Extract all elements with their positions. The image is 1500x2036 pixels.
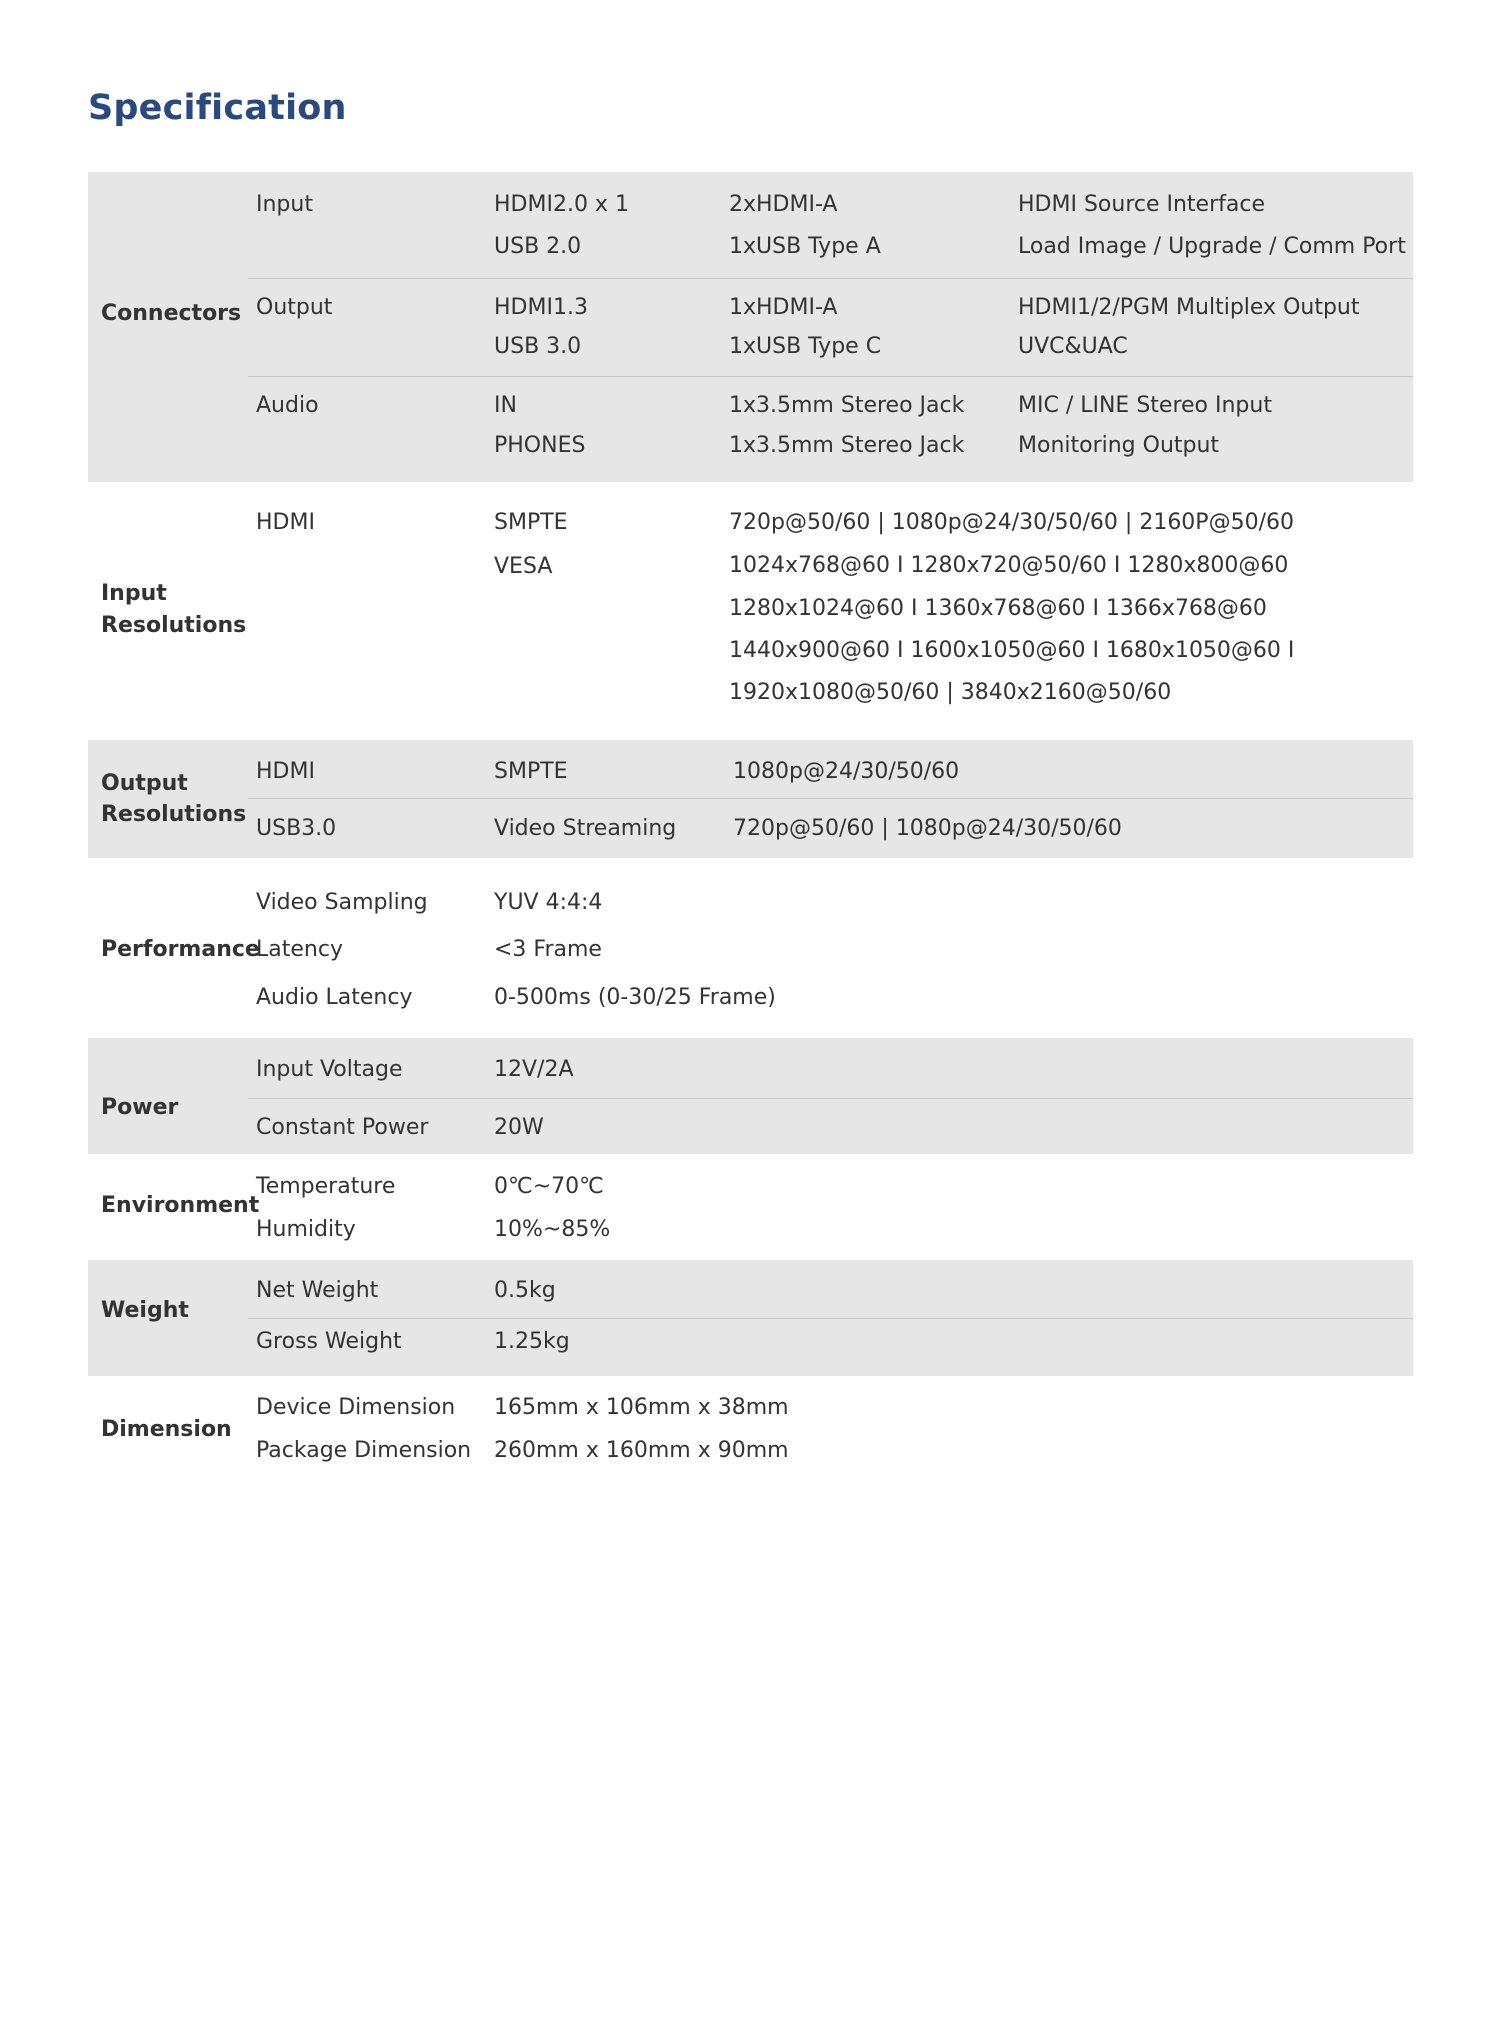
row-divider [248,798,1413,799]
dimension-value: 260mm x 160mm x 90mm [494,1438,789,1463]
connector-audio-spec-2: PHONES [494,433,586,458]
connector-input-port-1: 2xHDMI-A [729,192,838,217]
input-resolutions-label-line2: Resolutions [101,613,247,638]
power-label: Power [101,1095,179,1120]
performance-name: Audio Latency [256,985,413,1010]
input-resolutions-standard: SMPTE [494,510,568,535]
row-divider [248,1098,1413,1099]
power-value: 20W [494,1115,544,1140]
power-section [88,1038,1413,1154]
connector-input-desc-2: Load Image / Upgrade / Comm Port [1018,234,1406,259]
performance-section [88,858,1413,1038]
output-resolutions-label-line2: Resolutions [101,802,247,827]
page-title: Specification [88,88,347,128]
performance-label: Performance [101,937,260,962]
power-value: 12V/2A [494,1057,574,1082]
output-res-usb-name: USB3.0 [256,816,337,841]
input-resolution-value: 1920x1080@50/60 | 3840x2160@50/60 [729,680,1172,705]
weight-section [88,1260,1413,1376]
connector-input-spec-2: USB 2.0 [494,234,582,259]
connector-input-spec-1: HDMI2.0 x 1 [494,192,629,217]
environment-section [88,1154,1413,1260]
row-divider [248,376,1413,377]
connector-audio-port-1: 1x3.5mm Stereo Jack [729,393,965,418]
dimension-section [88,1376,1413,1486]
performance-name: Video Sampling [256,890,428,915]
input-resolution-value: 720p@50/60 | 1080p@24/30/50/60 | 2160P@50/60 [729,510,1294,535]
connector-output-port-1: 1xHDMI-A [729,295,838,320]
connector-input-desc-1: HDMI Source Interface [1018,192,1265,217]
power-name: Input Voltage [256,1057,403,1082]
output-res-hdmi-standard: SMPTE [494,759,568,784]
dimension-value: 165mm x 106mm x 38mm [494,1395,789,1420]
input-resolutions-interface: HDMI [256,510,315,535]
connectors-label: Connectors [101,301,242,326]
performance-name: Latency [256,937,343,962]
dimension-name: Device Dimension [256,1395,456,1420]
connector-output-name: Output [256,295,333,320]
weight-label: Weight [101,1298,189,1323]
performance-value: <3 Frame [494,937,602,962]
connector-output-port-2: 1xUSB Type C [729,334,882,359]
weight-name: Gross Weight [256,1329,402,1354]
connectors-section [88,172,1413,482]
connector-output-spec-2: USB 3.0 [494,334,582,359]
output-res-usb-value: 720p@50/60 | 1080p@24/30/50/60 [733,816,1122,841]
input-resolution-value: 1280x1024@60 I 1360x768@60 I 1366x768@60 [729,596,1267,621]
weight-value: 1.25kg [494,1329,570,1354]
output-res-hdmi-value: 1080p@24/30/50/60 [733,759,960,784]
performance-value: YUV 4:4:4 [494,890,603,915]
performance-value: 0-500ms (0-30/25 Frame) [494,985,776,1010]
output-resolutions-section [88,740,1413,858]
connector-output-desc-1: HDMI1/2/PGM Multiplex Output [1018,295,1360,320]
environment-label: Environment [101,1193,260,1218]
connector-output-desc-2: UVC&UAC [1018,334,1128,359]
environment-value: 10%~85% [494,1217,611,1242]
output-res-hdmi-name: HDMI [256,759,315,784]
connector-audio-name: Audio [256,393,319,418]
input-resolution-value: 1024x768@60 I 1280x720@50/60 I 1280x800@60 [729,553,1289,578]
dimension-name: Package Dimension [256,1438,472,1463]
input-resolutions-label-line1: Input [101,581,167,606]
output-res-usb-standard: Video Streaming [494,816,677,841]
connector-audio-spec-1: IN [494,393,517,418]
environment-name: Temperature [256,1174,396,1199]
weight-name: Net Weight [256,1278,379,1303]
connector-audio-desc-2: Monitoring Output [1018,433,1220,458]
row-divider [248,1318,1413,1319]
dimension-label: Dimension [101,1417,232,1442]
environment-value: 0℃~70℃ [494,1174,604,1199]
input-resolutions-standard: VESA [494,554,553,579]
input-resolution-value: 1440x900@60 I 1600x1050@60 I 1680x1050@60 I [729,638,1295,663]
connector-output-spec-1: HDMI1.3 [494,295,588,320]
connector-audio-port-2: 1x3.5mm Stereo Jack [729,433,965,458]
connector-input-port-2: 1xUSB Type A [729,234,881,259]
weight-value: 0.5kg [494,1278,556,1303]
row-divider [248,278,1413,279]
output-resolutions-label-line1: Output [101,771,188,796]
connector-input-name: Input [256,192,313,217]
input-resolutions-section [88,482,1413,740]
connector-audio-desc-1: MIC / LINE Stereo Input [1018,393,1272,418]
environment-name: Humidity [256,1217,356,1242]
power-name: Constant Power [256,1115,429,1140]
